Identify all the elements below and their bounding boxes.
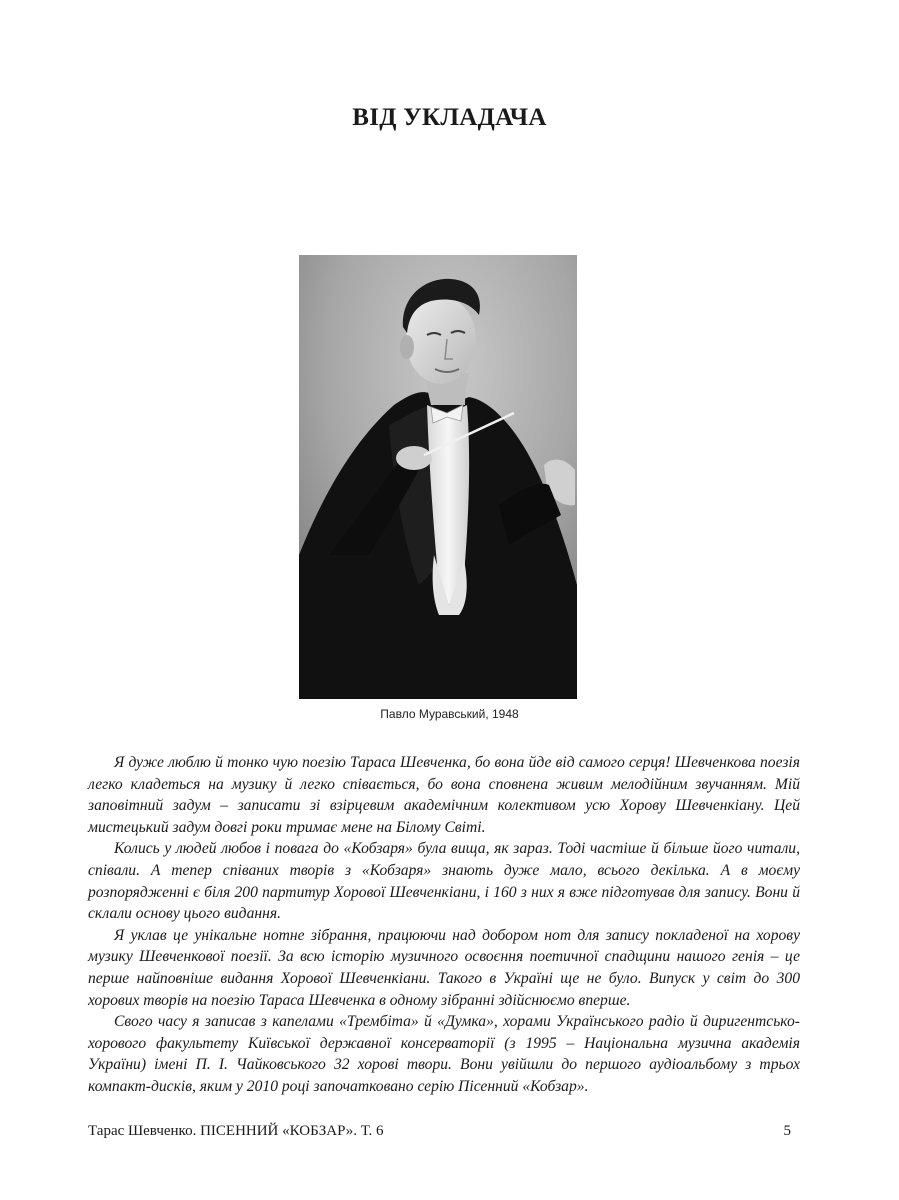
- paragraph: Колись у людей любов і повага до «Кобзаря» була вища, як зараз. Тоді частіше й більше його читали, співали. А тепер співаних творів з «Кобзаря» знають дуже мало, всього декілька. А в моєму розпорядженні є біля 200 партитур Хорової Шевченкіани, і 160 з них я вже підготував для запису. Вони й склали основу цього видання.: [88, 840, 800, 923]
- conductor-photo: [299, 255, 577, 699]
- paragraph: Свого часу я записав з капелами «Трембіта» й «Думка», хорами Українського радіо й диригентсько-хорового факультету Київської державної консерваторії (з 1995 – Національна музична академія України) імені П. І. Чайковського 32 хорові твори. Вони увійшли до першого аудіоальбому з трьох компакт-дисків, яким у 2010 році започатковано серію Пісенний «Кобзар».: [88, 1013, 800, 1095]
- photo-caption: Павло Муравський, 1948: [380, 707, 519, 721]
- running-footer-title: Тарас Шевченко. ПІСЕННИЙ «КОБЗАР». Т. 6: [88, 1123, 384, 1139]
- page-title: ВІД УКЛАДАЧА: [352, 104, 547, 131]
- body-text: [88, 752, 800, 1098]
- paragraph: Я уклав це унікальне нотне зібрання, працюючи над добором нот для запису покладеної на хорову музику Шевченкової поезії. За всю історію музичного освоєння поетичної спадщини нашого генія – це перше найповніше видання Хорової Шевченкіани. Такого в Україні ще не було. Випуск у світ до 300 хорових творів на поезію Тараса Шевченка в одному зібранні здійснюємо вперше.: [88, 926, 800, 1009]
- page-number: 5: [783, 1123, 791, 1139]
- paragraph: Я дуже люблю й тонко чую поезію Тараса Шевченка, бо вона йде від самого серця! Шевченкова поезія легко кладеться на музику й легко співається, бо вона сповнена живим мелодійним звучанням. Мій заповітний задум – записати зі взірцевим академічним колективом усю Хорову Шевченкіану. Цей мистецький задум довгі роки тримає мене на Білому Світі.: [88, 754, 800, 836]
